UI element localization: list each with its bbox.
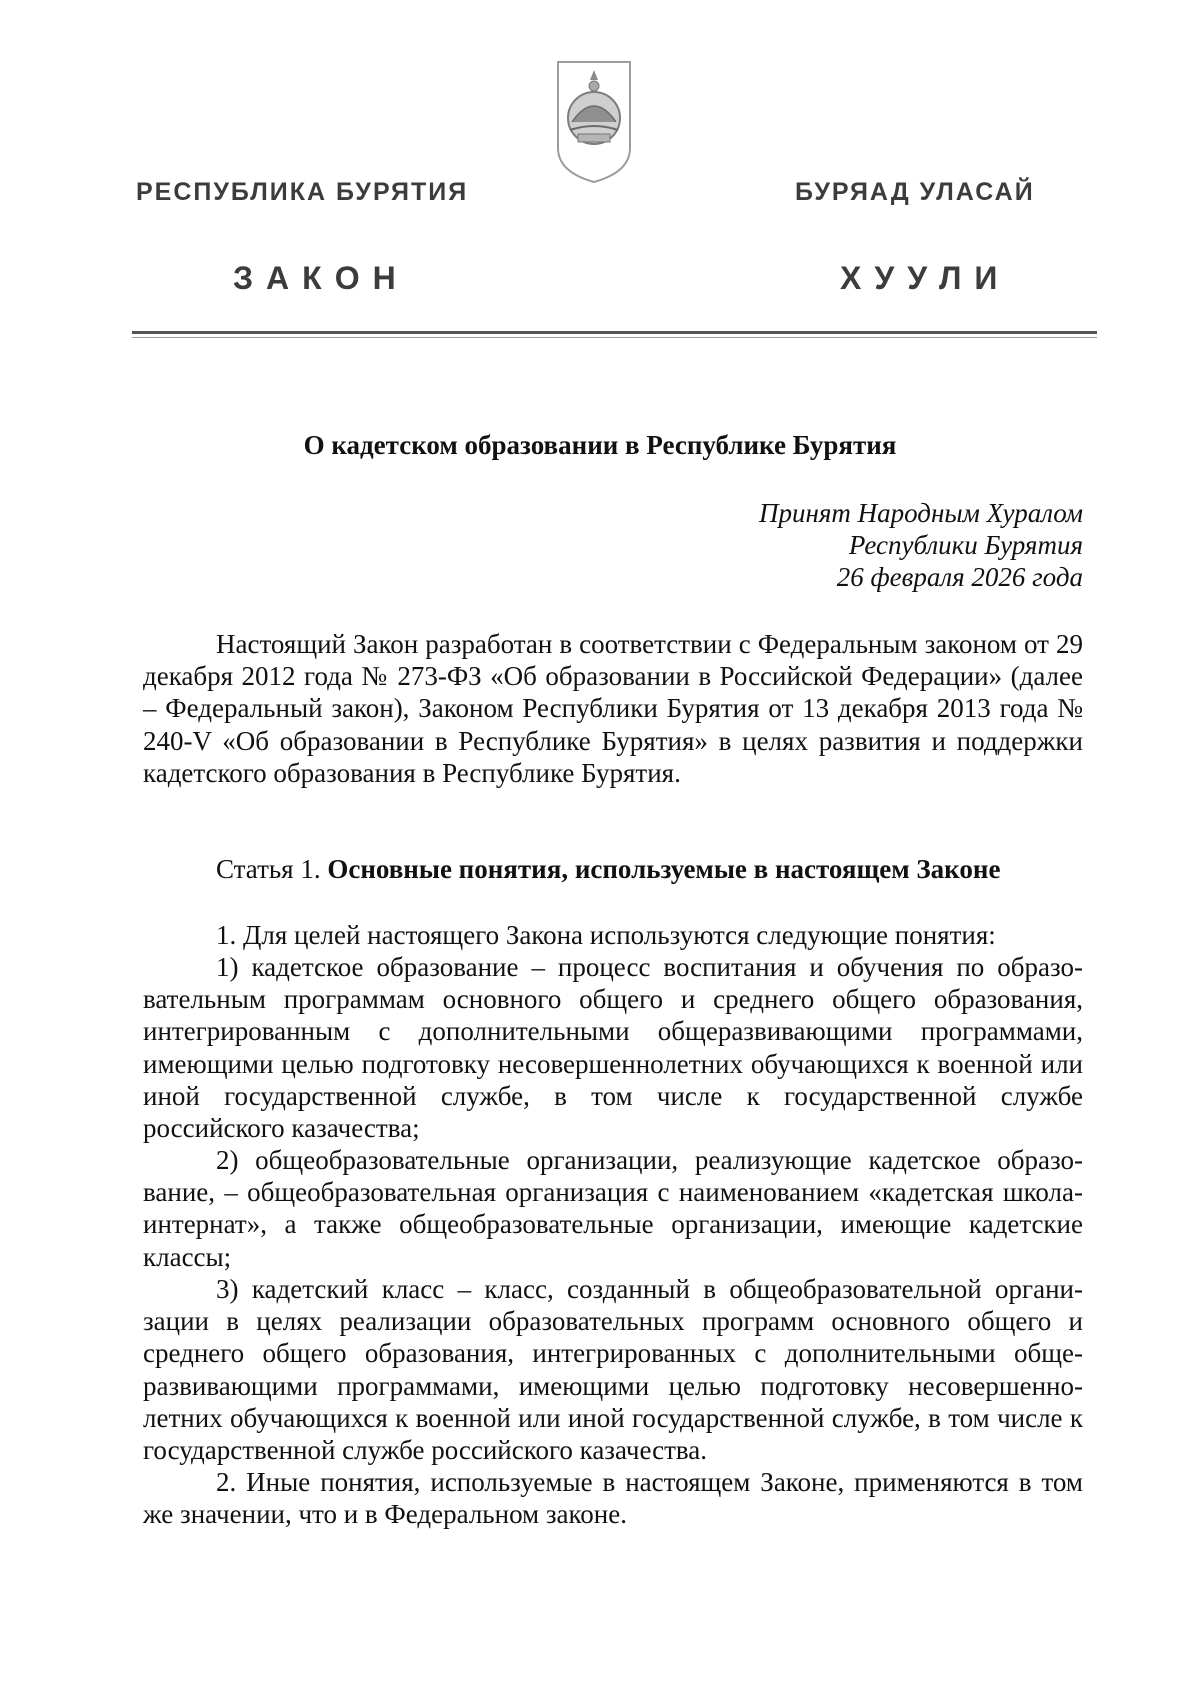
article-number: Статья 1. [216, 854, 321, 884]
adoption-line-2: Республики Бурятия [848, 530, 1083, 560]
doc-type-buryat: ХУУЛИ [840, 260, 1011, 296]
header-divider-thin [132, 337, 1097, 338]
doc-type-russian: ЗАКОН [233, 260, 409, 296]
coat-of-arms-emblem-icon [556, 60, 632, 184]
adoption-note [759, 497, 1083, 593]
republic-name-buryat: БУРЯАД УЛАСАЙ [795, 178, 1035, 206]
adoption-date: 26 февраля 2026 года [836, 562, 1083, 592]
republic-name-russian: РЕСПУБЛИКА БУРЯТИЯ [136, 178, 469, 206]
preamble-paragraph: Настоящий Закон разработан в соответствии с Федеральным законом от 29 декабря 2012 года № 273-ФЗ «Об образовании в Российской Федерации» (далее – Федеральный закон), Законом Республики Бурятия от 13 декабря 2013 года № 240-V «Об образовании в Республике Бурятия» в целях развития и поддержки кадетского образования в Республике Бурятия. [143, 629, 1083, 788]
article-1-heading [216, 854, 1000, 885]
definition-item-3: 3) кадетский класс – класс, созданный в общеобразовательной организации в целях реализации образовательных программ основного общего и среднего общего образования, интегрированных с дополнительными общеразвивающими программами, имеющими целью подготовку несовершеннолетних обучающихся к военной или иной государственной службе, в том числе к государственной службе российского казачества. [143, 1274, 1083, 1466]
article-paragraph-1: 1. Для целей настоящего Закона используются следующие понятия: [216, 920, 996, 950]
definition-item-1: 1) кадетское образование – процесс воспитания и обучения по образовательным программам основного общего и среднего общего образования, интегрированным с дополнительными общеразвивающими программами, имеющими целью подготовку несовершеннолетних обучающихся к военной или иной государственной службе, в том числе к государственной службе российского казачества; [143, 952, 1083, 1144]
header-divider [132, 331, 1097, 334]
adoption-line-1: Принят Народным Хуралом [758, 498, 1083, 528]
article-title: Основные понятия, используемые в настоящем Законе [327, 854, 1001, 884]
document-title: О кадетском образовании в Республике Бурятия [303, 430, 897, 460]
article-paragraph-2: 2. Иные понятия, используемые в настоящем Законе, применяются в том же значении, что и в Федеральном законе. [143, 1467, 1083, 1530]
definition-item-2: 2) общеобразовательные организации, реализующие кадетское образование, – общеобразовательная организация с наименованием «кадетская школа-интернат», а также общеобразовательные организации, имеющие кадетские классы; [143, 1145, 1083, 1272]
